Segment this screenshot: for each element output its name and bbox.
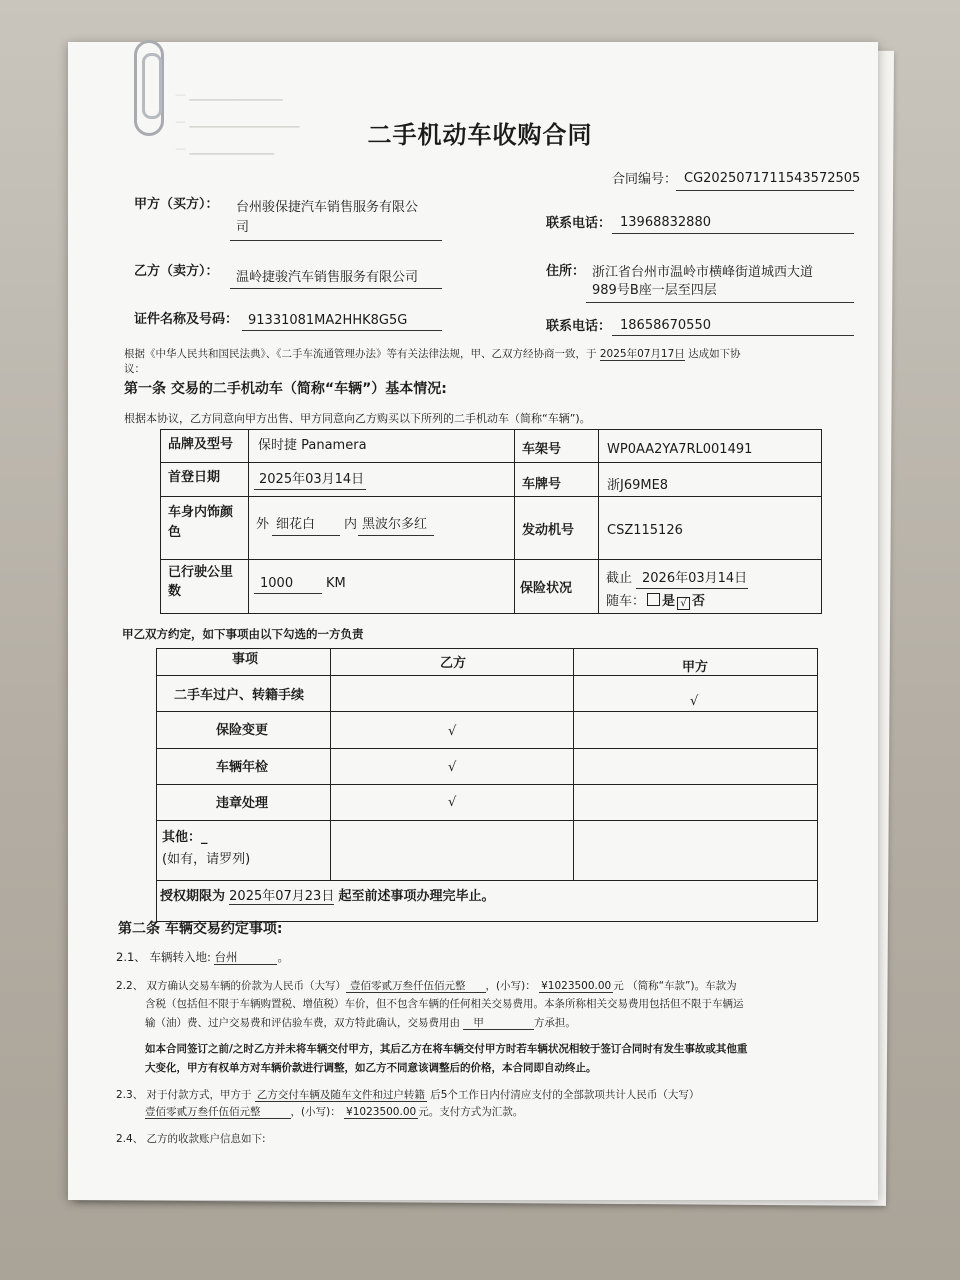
table-divider (156, 711, 817, 712)
clause-2-2-line-1 (116, 978, 737, 994)
auth-prefix: 授权期限为 (160, 889, 226, 904)
clause-no: 2.1、 (116, 950, 146, 964)
preamble-text-cont: 议： (124, 363, 145, 375)
clause-text: ，(小写)： (485, 980, 536, 992)
underline (230, 288, 442, 289)
show-through-text: — ▁▁▁▁▁▁▁▁▁▁ (175, 142, 275, 155)
col-b-header: 乙方 (440, 656, 467, 671)
model-label: 品牌及型号 (168, 437, 234, 452)
table-divider (330, 648, 331, 881)
int-prefix: 内 (344, 517, 358, 532)
table-divider (156, 880, 817, 881)
violations-b-mark: √ (448, 795, 457, 810)
ext-prefix: 外 (256, 517, 270, 532)
color-label: 车身内饰颜 (168, 505, 234, 520)
mileage-label: 已行驶公里 (168, 565, 234, 580)
party-b-address-cont: 989号B座一层至四层 (592, 283, 717, 298)
other-label-text: 其他： (162, 830, 202, 845)
show-through-text: — ▁▁▁▁▁▁▁▁▁▁▁▁▁ (175, 115, 300, 128)
clause-2-1-label: 车辆转入地: (149, 950, 211, 964)
agreement-date: 2025年07月17日 (599, 348, 685, 360)
party-b-name: 温岭捷骏汽车销售服务有限公司 (236, 270, 419, 285)
mileage-label-cont: 数 (168, 584, 182, 599)
vin-label: 车架号 (522, 442, 562, 457)
page-title: 二手机动车收购合同 (367, 121, 593, 149)
transfer-a-mark: √ (690, 694, 699, 709)
clause-end: 。 (277, 950, 289, 964)
party-b-address-label: 住所： (546, 264, 586, 279)
table-divider (248, 429, 249, 613)
contract-no: CG2025071711543572505 (684, 171, 861, 186)
insurance-b-mark: √ (448, 724, 457, 739)
article-1-heading: 第一条 交易的二手机动车（简称“车辆”）基本情况: (124, 381, 447, 397)
other-value: _ (201, 830, 208, 845)
show-through-text: — ▁▁▁▁▁▁▁▁▁▁▁ (175, 88, 283, 101)
clause-no: 2.3、 (116, 1089, 144, 1101)
clause-text: 双方确认交易车辆的价款为人民币（大写） (146, 980, 347, 992)
table-divider (573, 648, 574, 881)
contract-no-label: 合同编号： (612, 172, 678, 187)
authorization-period (160, 889, 494, 905)
checkbox-yes[interactable] (647, 593, 660, 606)
underline (358, 535, 434, 536)
clause-no: 2.4、 (116, 1133, 144, 1145)
plate-value: 浙J69ME8 (607, 478, 669, 493)
party-b-phone-label: 联系电话： (546, 319, 612, 334)
price-amount-cn: 壹佰零贰万叁仟伍佰元整 (346, 980, 486, 993)
engine-label: 发动机号 (522, 523, 575, 538)
party-a-phone: 13968832880 (620, 215, 711, 230)
checkbox-yes-label: 是 (662, 594, 676, 609)
clause-text: 元。支付方式为汇款。 (418, 1106, 524, 1118)
inspection-b-mark: √ (448, 760, 457, 775)
clause-text: 输（油）费、过户交易费和评估验车费，双方特此确认，交易费用由 (145, 1017, 460, 1029)
payment-amount-cn: 壹佰零贰万叁仟伍佰元整 (145, 1106, 291, 1119)
table-divider (160, 462, 821, 463)
underline (242, 330, 442, 331)
color-label-cont: 色 (168, 525, 182, 540)
party-a-label: 甲方（买方）： (134, 197, 219, 212)
underline (636, 588, 748, 589)
fee-payer: 甲 (463, 1017, 534, 1030)
auth-date: 2025年07月23日 (229, 889, 335, 904)
payment-condition: 乙方交付车辆及随车文件和过户转籍 (256, 1089, 425, 1101)
insurance-until: 2026年03月14日 (642, 571, 748, 586)
underline (254, 489, 366, 490)
party-b-id-no: 91331081MA2HHK8G5G (248, 313, 408, 328)
other-note: (如有，请罗列) (162, 852, 251, 867)
underline (676, 190, 854, 191)
clause-2-3-line-1 (116, 1087, 699, 1103)
table-divider (156, 820, 817, 821)
ext-color: 细花白 (276, 517, 316, 532)
party-a-phone-label: 联系电话： (546, 216, 612, 231)
item-violations: 违章处理 (216, 796, 269, 811)
model-value: 保时捷 Panamera (258, 438, 367, 453)
item-inspection: 车辆年检 (216, 760, 269, 775)
mileage-unit: KM (326, 576, 346, 591)
insurance-follow (606, 593, 705, 610)
clause-2-3-line-2 (145, 1104, 523, 1120)
article-2-heading: 第二条 车辆交易约定事项: (118, 921, 283, 937)
underline (230, 240, 442, 241)
table-divider (598, 429, 599, 613)
clause-text: ，(小写)： (290, 1106, 341, 1118)
item-insurance: 保险变更 (216, 723, 269, 738)
col-a-header: 甲方 (682, 660, 709, 675)
clause-2-4 (116, 1131, 266, 1147)
payment-amount: ¥1023500.00 (346, 1106, 417, 1118)
adjustment-clause-cont: 大变化，甲方有权单方对车辆价款进行调整，如乙方不同意该调整后的价格，本合同即自动终止。 (145, 1062, 597, 1074)
checkbox-no-label: 否 (692, 594, 706, 609)
party-b-phone: 18658670550 (620, 318, 711, 333)
reg-date-value: 2025年03月14日 (259, 472, 365, 487)
destination-value: 台州 (214, 950, 277, 965)
plate-label: 车牌号 (522, 477, 562, 492)
table-divider (156, 748, 817, 749)
table-divider (156, 784, 817, 785)
underline (612, 335, 854, 336)
insurance-follow-label: 随车： (606, 594, 646, 609)
party-a-name: 台州骏保捷汽车销售服务有限公 (236, 200, 419, 215)
vin-value: WP0AA2YA7RL001491 (607, 442, 753, 457)
preamble-text (124, 346, 741, 362)
other-label (162, 830, 208, 846)
clause-text: 对于付款方式，甲方于 (146, 1089, 252, 1101)
article-1-intro: 根据本协议，乙方同意向甲方出售、甲方同意向乙方购买以下所列的二手机动车（简称“车辆”)。 (124, 412, 591, 425)
adjustment-clause: 如本合同签订之前/之时乙方并未将车辆交付甲方，其后乙方在将车辆交付甲方时若车辆状况相较于签订合同时有发生事故或其他重 (145, 1043, 748, 1055)
responsibility-intro: 甲乙双方约定，如下事项由以下勾选的一方负责 (122, 627, 364, 641)
party-a-name-cont: 司 (236, 220, 250, 235)
clause-no: 2.2、 (116, 980, 144, 992)
int-color: 黑波尔多红 (362, 517, 428, 532)
table-divider (160, 559, 821, 560)
mileage-value: 1000 (260, 576, 294, 591)
clause-2-2-line-3 (145, 1015, 576, 1031)
engine-value: CSZ115126 (607, 523, 683, 538)
auth-suffix: 起至前述事项办理完毕止。 (338, 889, 495, 904)
table-divider (156, 675, 817, 676)
clause-2-1 (116, 949, 289, 965)
preamble-part: 达成如下协 (688, 348, 741, 360)
underline (254, 593, 322, 594)
party-b-address: 浙江省台州市温岭市横峰街道城西大道 (592, 265, 814, 280)
party-b-label: 乙方（卖方）： (134, 264, 219, 279)
reg-date-label: 首登日期 (168, 470, 221, 485)
insurance-until-prefix: 截止 (606, 571, 633, 586)
clause-text: 方承担。 (533, 1017, 576, 1029)
clause-2-2-line-2: 含税（包括但不限于车辆购置税、增值税）车价，但不包含车辆的任何相关交易费用。本条所称相关交易费用包括但不限于车辆运 (145, 998, 744, 1010)
party-b-id-label: 证件名称及号码： (134, 312, 239, 327)
table-divider (514, 429, 515, 613)
underline (272, 535, 340, 536)
clause-text: 元 （简称“车款”)。车款为 (613, 980, 737, 992)
checkbox-no[interactable]: √ (677, 597, 690, 610)
price-amount: ¥1023500.00 (541, 980, 612, 992)
underline (612, 233, 854, 234)
preamble-part: 根据《中华人民共和国民法典》、《二手车流通管理办法》等有关法律法规，甲、乙双方经协商一致，于 (124, 348, 597, 360)
item-transfer: 二手车过户、转籍手续 (174, 688, 305, 703)
clause-text: 后5个工作日内付清应支付的全部款项共计人民币（大写） (430, 1089, 700, 1101)
clause-text: 乙方的收款账户信息如下: (146, 1133, 266, 1145)
table-divider (160, 496, 821, 497)
underline (586, 302, 854, 303)
insurance-label: 保险状况 (520, 581, 573, 596)
col-item-header: 事项 (232, 652, 259, 667)
